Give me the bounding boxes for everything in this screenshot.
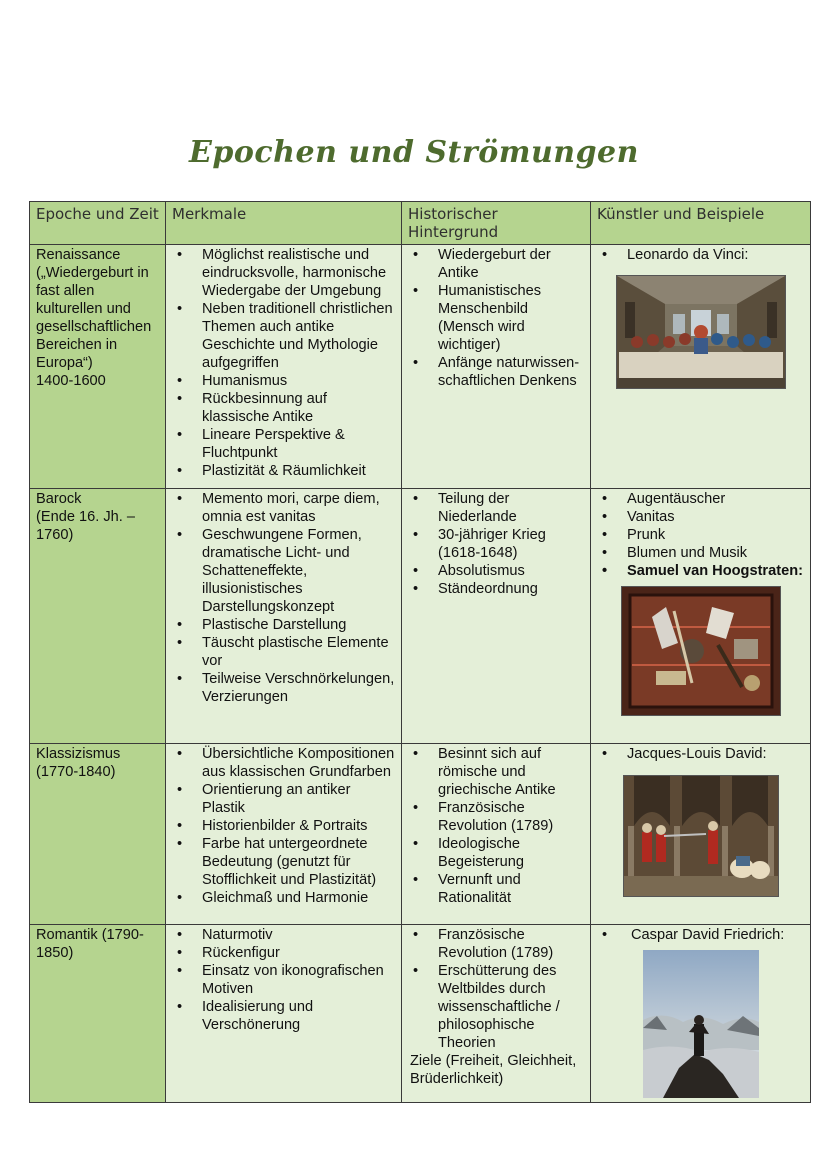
list-item: • Möglichst realistische und eindrucksvolle, harmonische Wiedergabe der Umgebung — [202, 246, 397, 300]
list-item: • Orientierung an antiker Plastik — [202, 781, 397, 817]
list-item: • Anfänge naturwissen-schaftlichen Denkens — [438, 354, 586, 390]
list-item: • Naturmotiv — [202, 926, 397, 944]
list-item: • Ideologische Begeisterung — [438, 835, 586, 871]
kuenstler-cell — [591, 245, 811, 489]
page-title: Epochen und Strömungen — [189, 135, 639, 170]
kuenstler-cell — [591, 489, 811, 744]
kuenstler-cell — [591, 925, 811, 1103]
hoogstraten-painting — [621, 586, 781, 716]
list-item: • Geschwungene Formen, dramatische Licht- und Schatteneffekte, illusionistisches Darstellungskonzept — [202, 526, 397, 616]
list-item: • Täuscht plastische Elemente vor — [202, 634, 397, 670]
list-item: • Französische Revolution (1789) — [438, 799, 586, 835]
hintergrund-cell — [402, 489, 591, 744]
list-item: • Vanitas — [627, 508, 806, 526]
merkmale-cell — [166, 744, 402, 925]
list-item: • Teilung der Niederlande — [438, 490, 586, 526]
list-item: • 30-jähriger Krieg (1618-1648) — [438, 526, 586, 562]
epoch-cell: Romantik (1790- 1850) — [30, 925, 166, 1103]
hintergrund-cell — [402, 925, 591, 1103]
list-item: • Einsatz von ikonografischen Motiven — [202, 962, 397, 998]
list-item: • Leonardo da Vinci: — [627, 246, 806, 264]
oath-of-horatii-painting — [623, 775, 779, 897]
list-item: • Memento mori, carpe diem, omnia est vanitas — [202, 490, 397, 526]
table-row-romantik — [30, 925, 811, 1103]
table-row-renaissance — [30, 245, 811, 489]
epoch-cell: Barock (Ende 16. Jh. – 1760) — [30, 489, 166, 744]
table-row-barock — [30, 489, 811, 744]
list-item: • Neben traditionell christlichen Themen auch antike Geschichte und Mythologie aufgegriffen — [202, 300, 397, 372]
list-item: • Vernunft und Rationalität — [438, 871, 586, 907]
list-item: • Lineare Perspektive & Fluchtpunkt — [202, 426, 397, 462]
hintergrund-cell — [402, 744, 591, 925]
list-item: • Rückenfigur — [202, 944, 397, 962]
list-item: • Prunk — [627, 526, 806, 544]
hintergrund-note: Ziele (Freiheit, Gleichheit, Brüderlichkeit) — [410, 1053, 577, 1087]
header-kuenstler: Künstler und Beispiele — [591, 202, 811, 245]
header-merkmale: Merkmale — [166, 202, 402, 245]
list-item: • Übersichtliche Kompositionen aus klassischen Grundfarben — [202, 745, 397, 781]
list-item: • Gleichmaß und Harmonie — [202, 889, 397, 907]
merkmale-cell — [166, 245, 402, 489]
list-item: • Augentäuscher — [627, 490, 806, 508]
merkmale-cell — [166, 925, 402, 1103]
list-item: • Historienbilder & Portraits — [202, 817, 397, 835]
list-item: • Samuel van Hoogstraten: — [627, 562, 806, 580]
list-item: • Jacques-Louis David: — [627, 745, 806, 763]
epochs-table — [29, 201, 811, 1103]
list-item: • Absolutismus — [438, 562, 586, 580]
list-item: • Caspar David Friedrich: — [627, 926, 806, 944]
header-epoch: Epoche und Zeit — [30, 202, 166, 245]
header-hintergrund: Historischer Hintergrund — [402, 202, 591, 245]
list-item: • Wiedergeburt der Antike — [438, 246, 586, 282]
last-supper-painting — [616, 275, 786, 389]
epoch-cell: Klassizismus (1770-1840) — [30, 744, 166, 925]
list-item: • Humanismus — [202, 372, 397, 390]
list-item: • Humanistisches Menschenbild (Mensch wird wichtiger) — [438, 282, 586, 354]
list-item: • Besinnt sich auf römische und griechische Antike — [438, 745, 586, 799]
merkmale-cell — [166, 489, 402, 744]
list-item: • Plastizität & Räumlichkeit — [202, 462, 397, 480]
epoch-cell: Renaissance („Wiedergeburt in fast allen kulturellen und gesellschaftlichen Bereichen in Europa“) 1400-1600 — [30, 245, 166, 489]
kuenstler-cell — [591, 744, 811, 925]
list-item: • Erschütterung des Weltbildes durch wissenschaftliche / philosophische Theorien — [438, 962, 586, 1052]
list-item: • Farbe hat untergeordnete Bedeutung (genutzt für Stofflichkeit und Plastizität) — [202, 835, 397, 889]
list-item: • Teilweise Verschnörkelungen, Verzierungen — [202, 670, 397, 706]
list-item: • Idealisierung und Verschönerung — [202, 998, 397, 1034]
list-item: • Französische Revolution (1789) — [438, 926, 586, 962]
list-item: • Plastische Darstellung — [202, 616, 397, 634]
list-item: • Blumen und Musik — [627, 544, 806, 562]
list-item: • Ständeordnung — [438, 580, 586, 598]
hintergrund-cell — [402, 245, 591, 489]
table-header-row — [30, 202, 811, 245]
table-row-klassizismus — [30, 744, 811, 925]
list-item: • Rückbesinnung auf klassische Antike — [202, 390, 397, 426]
wanderer-above-sea-of-fog-painting — [643, 950, 759, 1098]
